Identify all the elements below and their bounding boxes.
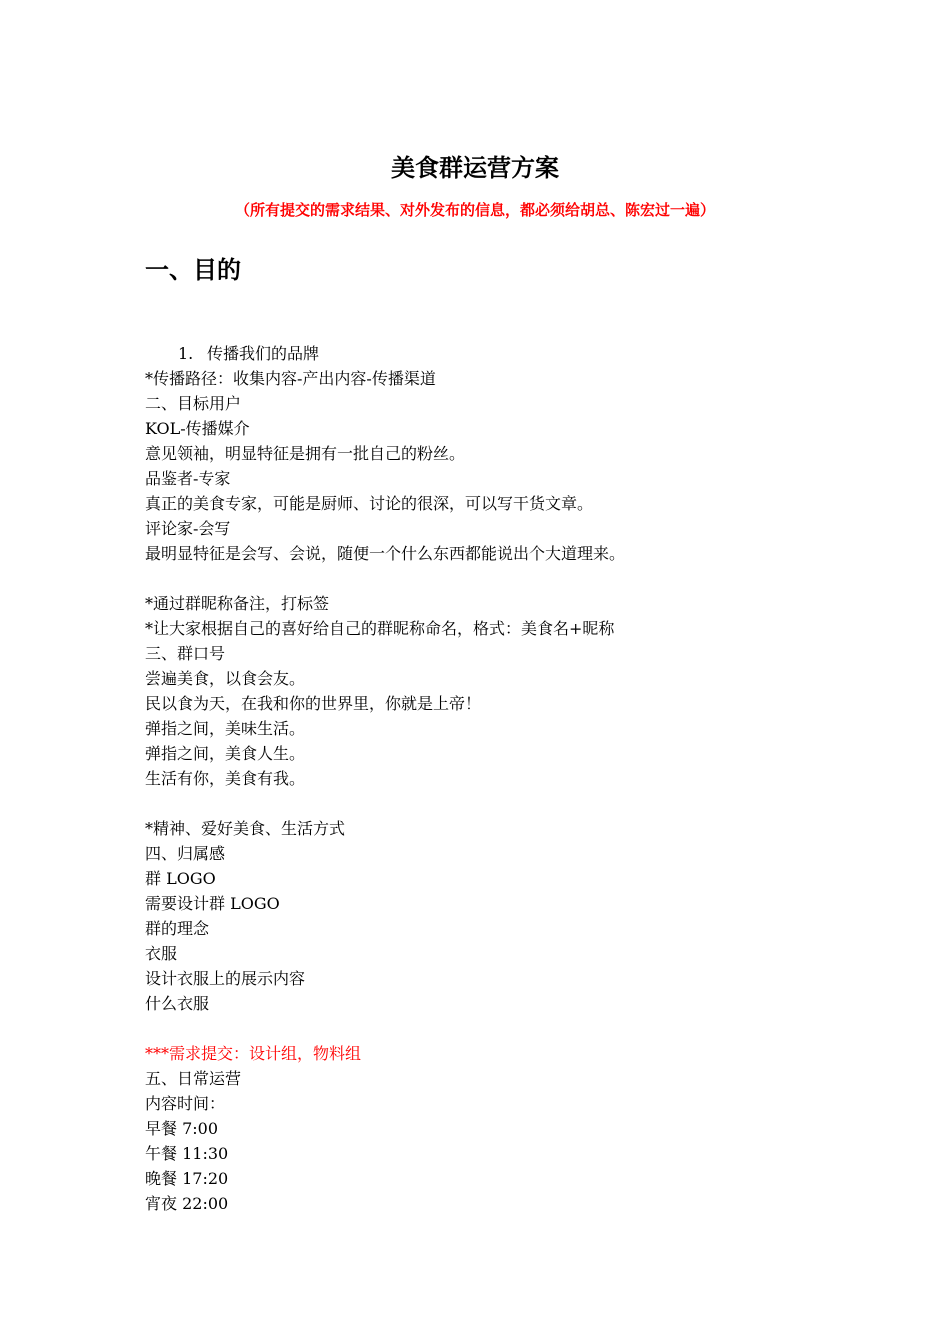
text-line: 生活有你，美食有我。 — [145, 769, 306, 788]
text-line: 最明显特征是会写、会说，随便一个什么东西都能说出个大道理来。 — [145, 544, 626, 563]
numbered-list-item — [145, 341, 845, 366]
text-line: *精神、爱好美食、生活方式 — [145, 819, 346, 838]
section-heading: 四、归属感 — [145, 844, 226, 863]
text-line: 弹指之间，美味生活。 — [145, 719, 306, 738]
section-heading: 三、群口号 — [145, 644, 226, 663]
schedule-item: 早餐 7:00 — [145, 1119, 219, 1138]
text-line: 需要设计群 LOGO — [145, 894, 280, 913]
blank-line — [145, 1016, 845, 1041]
text-line: *传播路径：收集内容-产出内容-传播渠道 — [145, 369, 436, 388]
text-line: 弹指之间，美食人生。 — [145, 744, 306, 763]
text-line: *让大家根据自己的喜好给自己的群昵称命名，格式：美食名+昵称 — [145, 619, 615, 638]
text-line: 群 LOGO — [145, 869, 216, 888]
requirement-note: ***需求提交：设计组，物料组 — [145, 1044, 362, 1063]
list-number: 1. — [178, 344, 194, 363]
schedule-item: 晚餐 17:20 — [145, 1169, 229, 1188]
text-line: 评论家-会写 — [145, 519, 231, 538]
document-title: 美食群运营方案 — [391, 153, 559, 182]
document-subtitle-note: （所有提交的需求结果、对外发布的信息，都必须给胡总、陈宏过一遍） — [234, 201, 715, 219]
text-line: 设计衣服上的展示内容 — [145, 969, 306, 988]
text-line: 群的理念 — [145, 919, 210, 938]
text-line: 品鉴者-专家 — [145, 469, 231, 488]
document-body — [145, 341, 845, 1216]
text-line: *通过群昵称备注，打标签 — [145, 594, 330, 613]
text-line: 衣服 — [145, 944, 178, 963]
text-line: 尝遍美食，以食会友。 — [145, 669, 306, 688]
blank-line — [145, 566, 845, 591]
section-heading-purpose: 一、目的 — [145, 255, 241, 284]
text-line: 内容时间： — [145, 1094, 226, 1113]
section-heading: 二、目标用户 — [145, 394, 242, 413]
text-line: 什么衣服 — [145, 994, 210, 1013]
text-line: 意见领袖，明显特征是拥有一批自己的粉丝。 — [145, 444, 466, 463]
text-line: KOL-传播媒介 — [145, 419, 250, 438]
section-heading: 五、日常运营 — [145, 1069, 242, 1088]
blank-line — [145, 791, 845, 816]
text-line: 真正的美食专家，可能是厨师、讨论的很深，可以写干货文章。 — [145, 494, 594, 513]
schedule-item: 宵夜 22:00 — [145, 1194, 229, 1213]
schedule-item: 午餐 11:30 — [145, 1144, 229, 1163]
text-line: 民以食为天，在我和你的世界里，你就是上帝！ — [145, 694, 482, 713]
list-item-text: 传播我们的品牌 — [207, 344, 320, 363]
